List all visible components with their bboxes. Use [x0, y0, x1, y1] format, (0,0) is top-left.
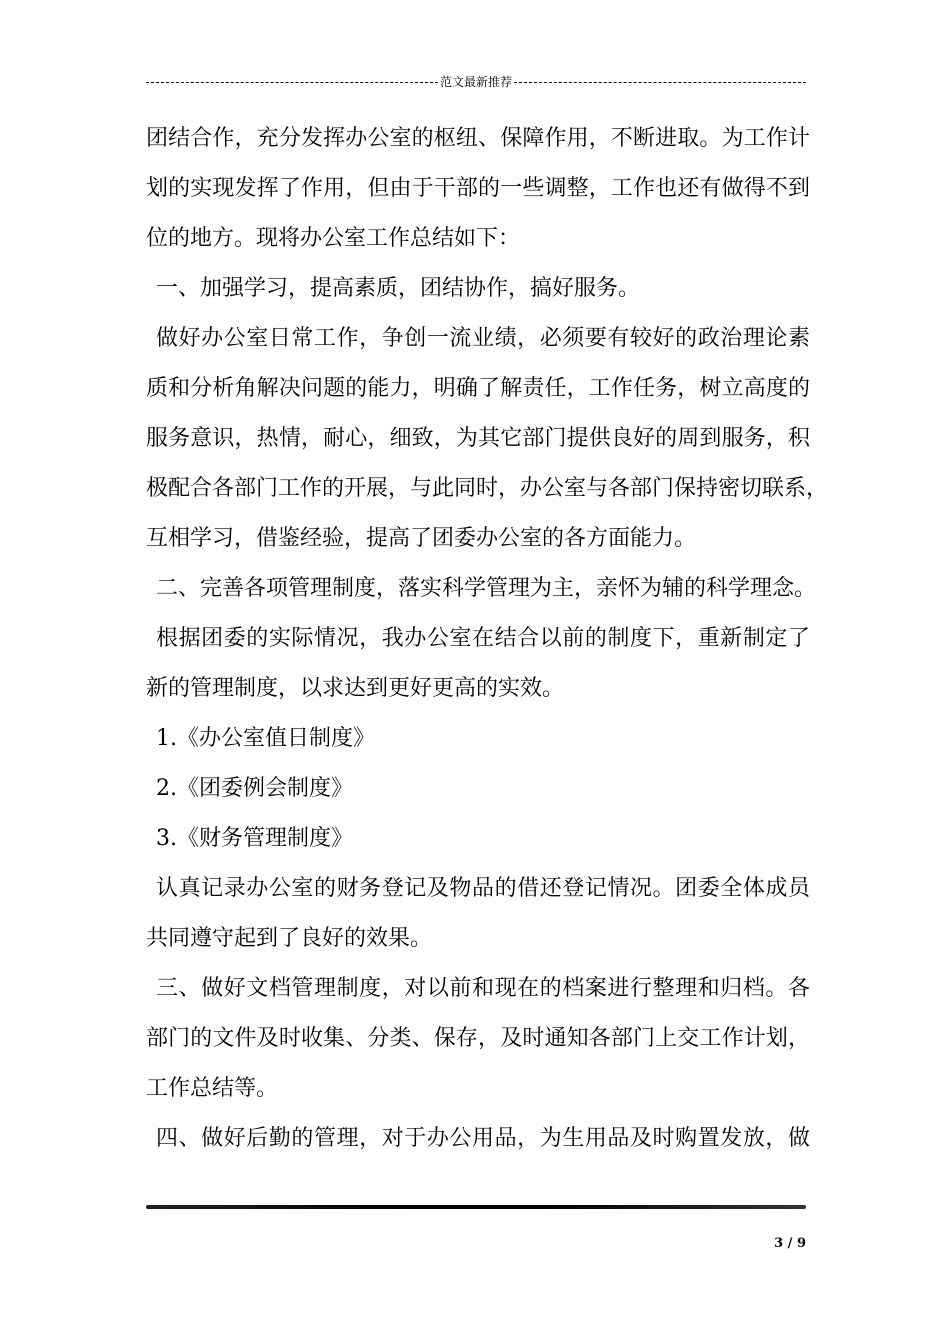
header-right-dashes [514, 82, 806, 83]
text-line: 一、加强学习，提高素质，团结协作，搞好服务。 [156, 276, 641, 301]
text-line: 新的管理制度，以求达到更好更高的实效。 [146, 676, 565, 701]
footer-rule [146, 1205, 806, 1209]
text-line: 质和分析角解决问题的能力，明确了解责任，工作任务，树立高度的 [146, 376, 810, 401]
page-number: 3 / 9 [774, 1236, 806, 1251]
text-line: 三、做好文档管理制度，对以前和现在的档案进行整理和归档。各 [156, 976, 810, 1001]
text-line: 认真记录办公室的财务登记及物品的借还登记情况。团委全体成员 [156, 876, 810, 901]
text-line: 3.《财务管理制度》 [156, 826, 353, 851]
text-line: 工作总结等。 [146, 1076, 279, 1101]
header-label: 范文最新推荐 [440, 75, 513, 89]
text-line: 划的实现发挥了作用，但由于干部的一些调整，工作也还有做得不到 [146, 176, 810, 201]
text-line: 二、完善各项管理制度，落实科学管理为主，亲怀为辅的科学理念。 [156, 576, 817, 601]
text-line: 部门的文件及时收集、分类、保存，及时通知各部门上交工作计划， [146, 1026, 810, 1051]
header-left-dashes [146, 82, 438, 83]
text-line: 根据团委的实际情况，我办公室在结合以前的制度下，重新制定了 [156, 626, 810, 651]
text-line: 1.《办公室值日制度》 [156, 726, 375, 751]
document-body [146, 114, 829, 1164]
text-line: 2.《团委例会制度》 [156, 776, 353, 801]
text-line: 共同遵守起到了良好的效果。 [146, 926, 433, 951]
text-line: 团结合作，充分发挥办公室的枢纽、保障作用，不断进取。为工作计 [146, 126, 810, 151]
text-line: 四、做好后勤的管理，对于办公用品，为生用品及时购置发放，做 [156, 1126, 810, 1151]
page-header [146, 74, 806, 90]
text-line: 位的地方。现将办公室工作总结如下： [146, 226, 521, 251]
text-line: 互相学习，借鉴经验，提高了团委办公室的各方面能力。 [146, 526, 697, 551]
text-line: 极配合各部门工作的开展，与此同时，办公室与各部门保持密切联系， [146, 476, 829, 501]
text-line: 做好办公室日常工作，争创一流业绩，必须要有较好的政治理论素 [156, 326, 810, 351]
text-line: 服务意识，热情，耐心，细致，为其它部门提供良好的周到服务，积 [146, 426, 810, 451]
